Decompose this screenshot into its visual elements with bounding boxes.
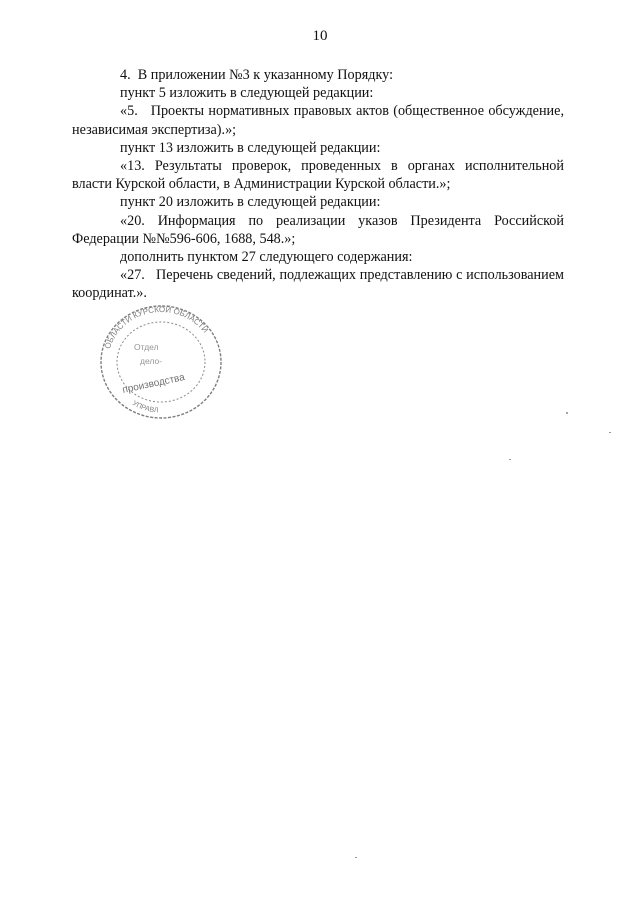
stamp-ring-text: ОБЛАСТИ КУРСКОЙ ОБЛАСТИ xyxy=(103,304,210,350)
paragraph: пункт 13 изложить в следующей редакции: xyxy=(120,139,381,156)
scan-speck xyxy=(355,857,357,858)
stamp-center-line1: Отдел xyxy=(134,342,159,352)
document-body xyxy=(72,66,564,303)
scan-speck xyxy=(609,432,611,433)
paragraph: пункт 5 изложить в следующей редакции: xyxy=(120,85,374,102)
page-number: 10 xyxy=(312,28,328,44)
office-stamp xyxy=(96,300,226,420)
paragraph: «13. Результаты проверок, проведенных в органах исполнительной власти Курской области, в Администрации Курской области.»; xyxy=(72,158,564,193)
scan-speck xyxy=(509,459,511,460)
stamp-center-line2: дело- xyxy=(140,356,163,366)
stamp-ring-text-bottom: УПРАВЛ xyxy=(131,400,159,415)
paragraph: пункт 20 изложить в следующей редакции: xyxy=(120,194,381,211)
paragraph: «27. Перечень сведений, подлежащих представлению с использованием координат.». xyxy=(72,267,564,302)
paragraph: дополнить пунктом 27 следующего содержания: xyxy=(120,249,413,266)
paragraph: «20. Информация по реализации указов Президента Российской Федерации №№596-606, 1688, 548.»; xyxy=(72,212,564,247)
scan-speck xyxy=(566,412,568,414)
stamp-center-line3: производства xyxy=(121,372,186,396)
paragraph: «5. Проекты нормативных правовых актов (общественное обсуждение, независимая экспертиза).»; xyxy=(72,103,564,138)
section-heading: 4. В приложении №3 к указанному Порядку: xyxy=(120,67,394,83)
